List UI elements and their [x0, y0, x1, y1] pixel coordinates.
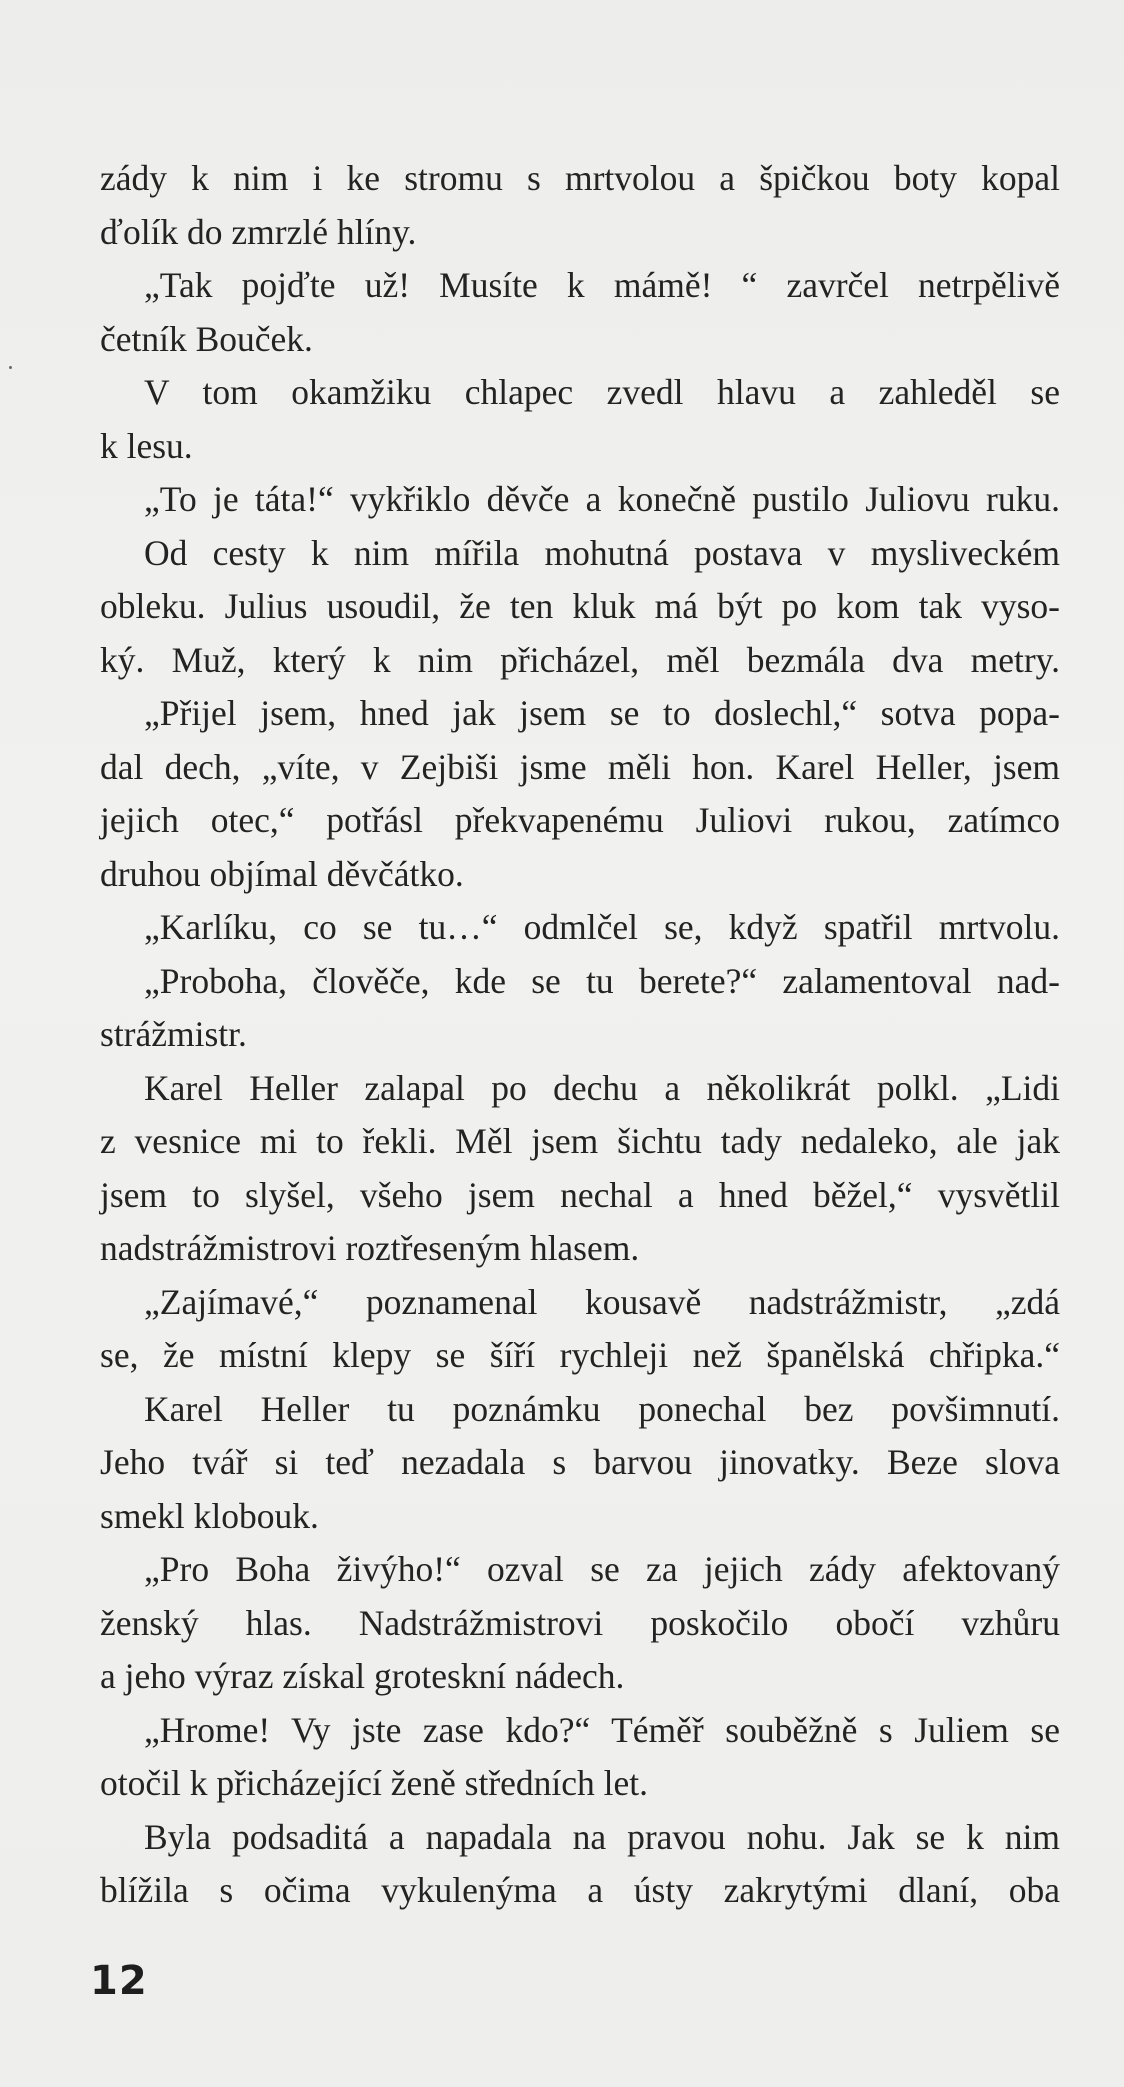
text-line: Od cesty k nim mířila mohutná postava v mysliveckém: [144, 532, 1060, 573]
paper-speck: [9, 366, 12, 369]
text-line: druhou objímal děvčátko.: [100, 853, 464, 894]
text-line: ženský hlas. Nadstrážmistrovi poskočilo obočí vzhůru: [100, 1602, 1060, 1643]
text-line: jejich otec,“ potřásl překvapenému Juliovi rukou, zatímco: [100, 800, 1060, 840]
text-line: „Přijel jsem, hned jak jsem se to doslechl,“ sotva popa-: [144, 693, 1060, 733]
text-line: „Zajímavé,“ poznamenal kousavě nadstrážmistr, „zdá: [144, 1281, 1060, 1322]
text-line: Byla podsaditá a napadala na pravou nohu. Jak se k nim: [144, 1816, 1060, 1857]
text-line: Karel Heller tu poznámku ponechal bez povšimnutí.: [144, 1388, 1060, 1429]
text-line: ďolík do zmrzlé hlíny.: [100, 211, 417, 252]
text-line: z vesnice mi to řekli. Měl jsem šichtu tady nedaleko, ale jak: [100, 1121, 1060, 1161]
text-line: obleku. Julius usoudil, že ten kluk má být po kom tak vyso-: [100, 586, 1060, 626]
text-line: jsem to slyšel, všeho jsem nechal a hned běžel,“ vysvětlil: [100, 1174, 1060, 1215]
text-line: zády k nim i ke stromu s mrtvolou a špičkou boty kopal: [100, 158, 1060, 198]
text-line: „Karlíku, co se tu…“ odmlčel se, když spatřil mrtvolu.: [144, 907, 1060, 947]
text-line: „Proboha, člověče, kde se tu berete?“ zalamentoval nad-: [144, 960, 1060, 1001]
text-line: nadstrážmistrovi roztřeseným hlasem.: [100, 1228, 640, 1268]
text-line: „Hrome! Vy jste zase kdo?“ Téměř souběžně s Juliem se: [144, 1709, 1060, 1750]
text-line: blížila s očima vykulenýma a ústy zakrytými dlaní, oba: [100, 1870, 1060, 1910]
text-line: dal dech, „víte, v Zejbiši jsme měli hon. Karel Heller, jsem: [100, 746, 1060, 787]
text-line: ký. Muž, který k nim přicházel, měl bezmála dva metry.: [100, 639, 1060, 680]
text-line: k lesu.: [100, 425, 193, 466]
page-number: 12: [90, 1958, 148, 2004]
text-line: smekl klobouk.: [100, 1495, 319, 1536]
text-line: četník Bouček.: [100, 318, 313, 359]
text-line: otočil k přicházející ženě středních let.: [100, 1763, 649, 1803]
text-line: „To je táta!“ vykřiklo děvče a konečně pustilo Juliovu ruku.: [144, 479, 1060, 519]
text-line: „Tak pojďte už! Musíte k mámě! “ zavrčel netrpělivě: [144, 265, 1060, 305]
body-text: [100, 152, 1060, 1918]
text-line: „Pro Boha živýho!“ ozval se za jejich zády afektovaný: [144, 1549, 1060, 1589]
text-line: strážmistr.: [100, 1014, 247, 1054]
text-line: V tom okamžiku chlapec zvedl hlavu a zahleděl se: [144, 372, 1060, 412]
text-line: Jeho tvář si teď nezadala s barvou jinovatky. Beze slova: [100, 1442, 1060, 1482]
text-line: a jeho výraz získal groteskní nádech.: [100, 1656, 625, 1696]
text-line: Karel Heller zalapal po dechu a několikrát polkl. „Lidi: [144, 1067, 1060, 1108]
text-line: se, že místní klepy se šíří rychleji než španělská chřipka.“: [100, 1335, 1060, 1375]
